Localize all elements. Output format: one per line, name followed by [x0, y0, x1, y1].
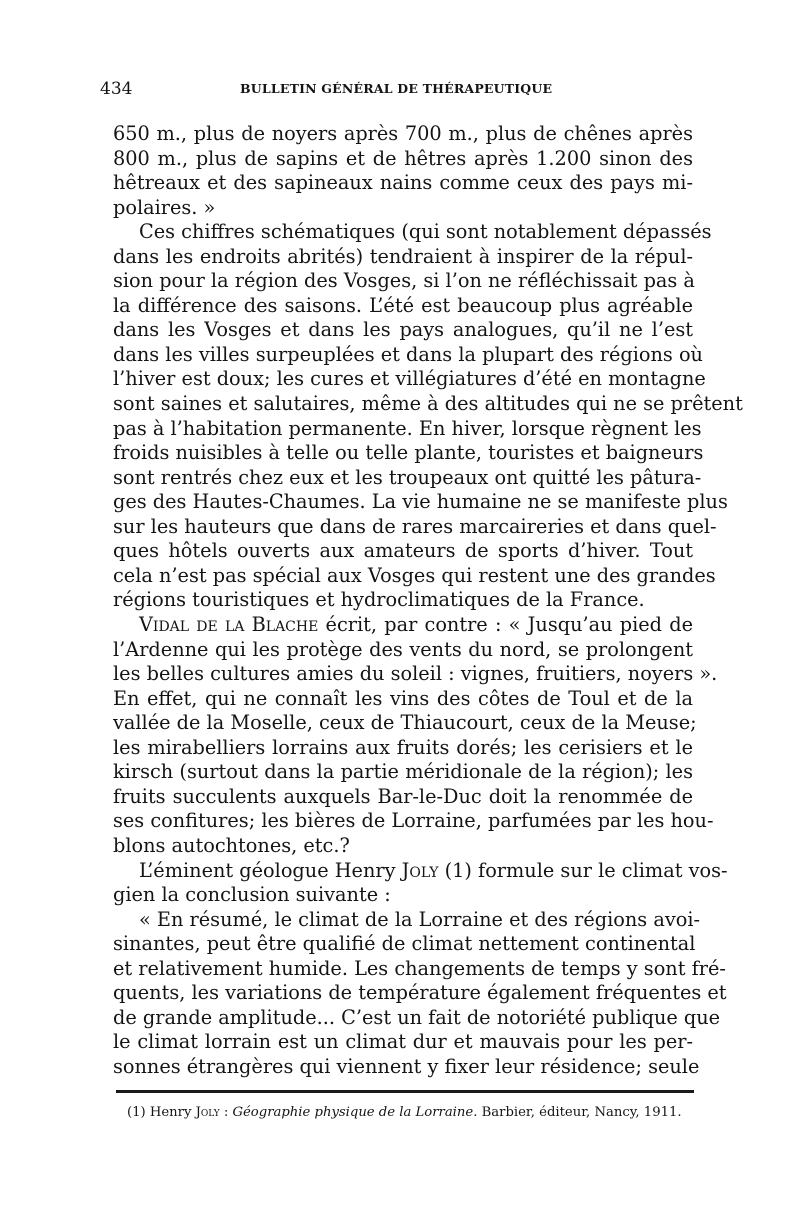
text-line — [113, 858, 728, 884]
text-line: gien la conclusion suivante : — [113, 883, 391, 907]
text-line: blons autochtones, etc.? — [113, 833, 350, 857]
paragraph-4 — [113, 858, 728, 908]
text-line: froids nuisibles à telle ou telle plante, touristes et baigneurs — [113, 441, 704, 465]
author-name: Joly — [401, 858, 439, 882]
text-line: En effet, qui ne connaît les vins des côtes de Toul et de la — [113, 686, 693, 710]
text-run: Barbier, éditeur, Nancy, 1911. — [477, 1105, 682, 1120]
text-line: kirsch (surtout dans la partie méridionale de la région); les — [113, 760, 693, 784]
text-line: les belles cultures amies du soleil : vignes, fruitiers, noyers ». — [113, 662, 718, 686]
text-line: sonnes étrangères qui viennent y fixer leur résidence; seule — [113, 1054, 700, 1078]
text-line — [113, 613, 693, 638]
text-line: et relativement humide. Les changements de temps y sont fré- — [113, 956, 726, 980]
text-line: de grande amplitude... C’est un fait de notoriété publique que — [113, 1005, 721, 1029]
paragraph-5 — [113, 907, 727, 1080]
text-line: les mirabelliers lorrains aux fruits dorés; les cerisiers et le — [113, 735, 693, 759]
page-number: 434 — [100, 79, 133, 99]
text-line: hêtreaux et des sapineaux nains comme ceux des pays mi- — [113, 171, 693, 195]
text-line: vallée de la Moselle, ceux de Thiaucourt, ceux de la Meuse; — [113, 711, 697, 735]
text-run: : — [219, 1105, 233, 1120]
text-line: Ces chiffres schématiques (qui sont notablement dépassés — [139, 220, 712, 244]
running-head: BULLETIN GÉNÉRAL DE THÉRAPEUTIQUE — [240, 81, 553, 96]
text-line: cela n’est pas spécial aux Vosges qui restent une des grandes — [113, 563, 716, 587]
text-line: « En résumé, le climat de la Lorraine et des régions avoi- — [139, 907, 701, 931]
footnote — [127, 1104, 697, 1122]
text-line: 650 m., plus de noyers après 700 m., plus de chênes après — [113, 122, 693, 145]
text-run: (1) formule sur le climat vos- — [438, 858, 728, 882]
book-title: Géographie physique de la Lorraine. — [232, 1105, 478, 1120]
text-line: ges des Hautes-Chaumes. La vie humaine ne se manifeste plus — [113, 490, 728, 514]
paragraph-3 — [113, 613, 718, 858]
text-line: dans les villes surpeuplées et dans la plupart des régions où — [113, 342, 703, 366]
text-line: sion pour la région des Vosges, si l’on ne réfléchissait pas à — [113, 269, 695, 293]
footnote-divider — [116, 1090, 694, 1093]
text-line: dans les endroits abrités) tendraient à inspirer de la répul- — [113, 244, 693, 268]
text-line: sur les hauteurs que dans de rares marcaireries et dans quel- — [113, 514, 717, 538]
text-line: ses confitures; les bières de Lorraine, parfumées par les hou- — [113, 809, 714, 833]
text-line: quents, les variations de température également fréquentes et — [113, 981, 727, 1005]
text-line: sinantes, peut être qualifié de climat nettement continental — [113, 932, 696, 956]
text-line: ques hôtels ouverts aux amateurs de sports d’hiver. Tout — [113, 539, 693, 563]
author-name: Joly — [195, 1105, 220, 1120]
footnote-marker: (1) Henry — [127, 1105, 196, 1120]
text-line: la différence des saisons. L’été est beaucoup plus agréable — [113, 293, 693, 317]
author-name: Vidal de la Blache — [139, 613, 319, 636]
text-run: écrit, par contre : « Jusqu’au pied de — [318, 613, 693, 636]
text-run: L’éminent géologue Henry — [139, 858, 402, 882]
text-line: pas à l’habitation permanente. En hiver, lorsque règnent les — [113, 416, 702, 440]
text-line: sont rentrés chez eux et les troupeaux ont quitté les pâtura- — [113, 465, 702, 489]
text-line: sont saines et salutaires, même à des altitudes qui ne se prêtent — [113, 392, 743, 416]
paragraph-2 — [113, 220, 743, 613]
text-line: 800 m., plus de sapins et de hêtres après 1.200 sinon des — [113, 146, 693, 170]
text-line: le climat lorrain est un climat dur et mauvais pour les per- — [113, 1030, 693, 1054]
text-line: polaires. » — [113, 195, 216, 219]
text-line: l’hiver est doux; les cures et villégiatures d’été en montagne — [113, 367, 706, 391]
paragraph-1 — [113, 122, 693, 220]
text-line: fruits succulents auxquels Bar-le-Duc doit la renommée de — [113, 784, 693, 808]
text-line: régions touristiques et hydroclimatiques de la France. — [113, 588, 645, 612]
text-line: l’Ardenne qui les protège des vents du nord, se prolongent — [113, 637, 693, 661]
text-line: dans les Vosges et dans les pays analogues, qu’il ne l’est — [113, 318, 693, 342]
